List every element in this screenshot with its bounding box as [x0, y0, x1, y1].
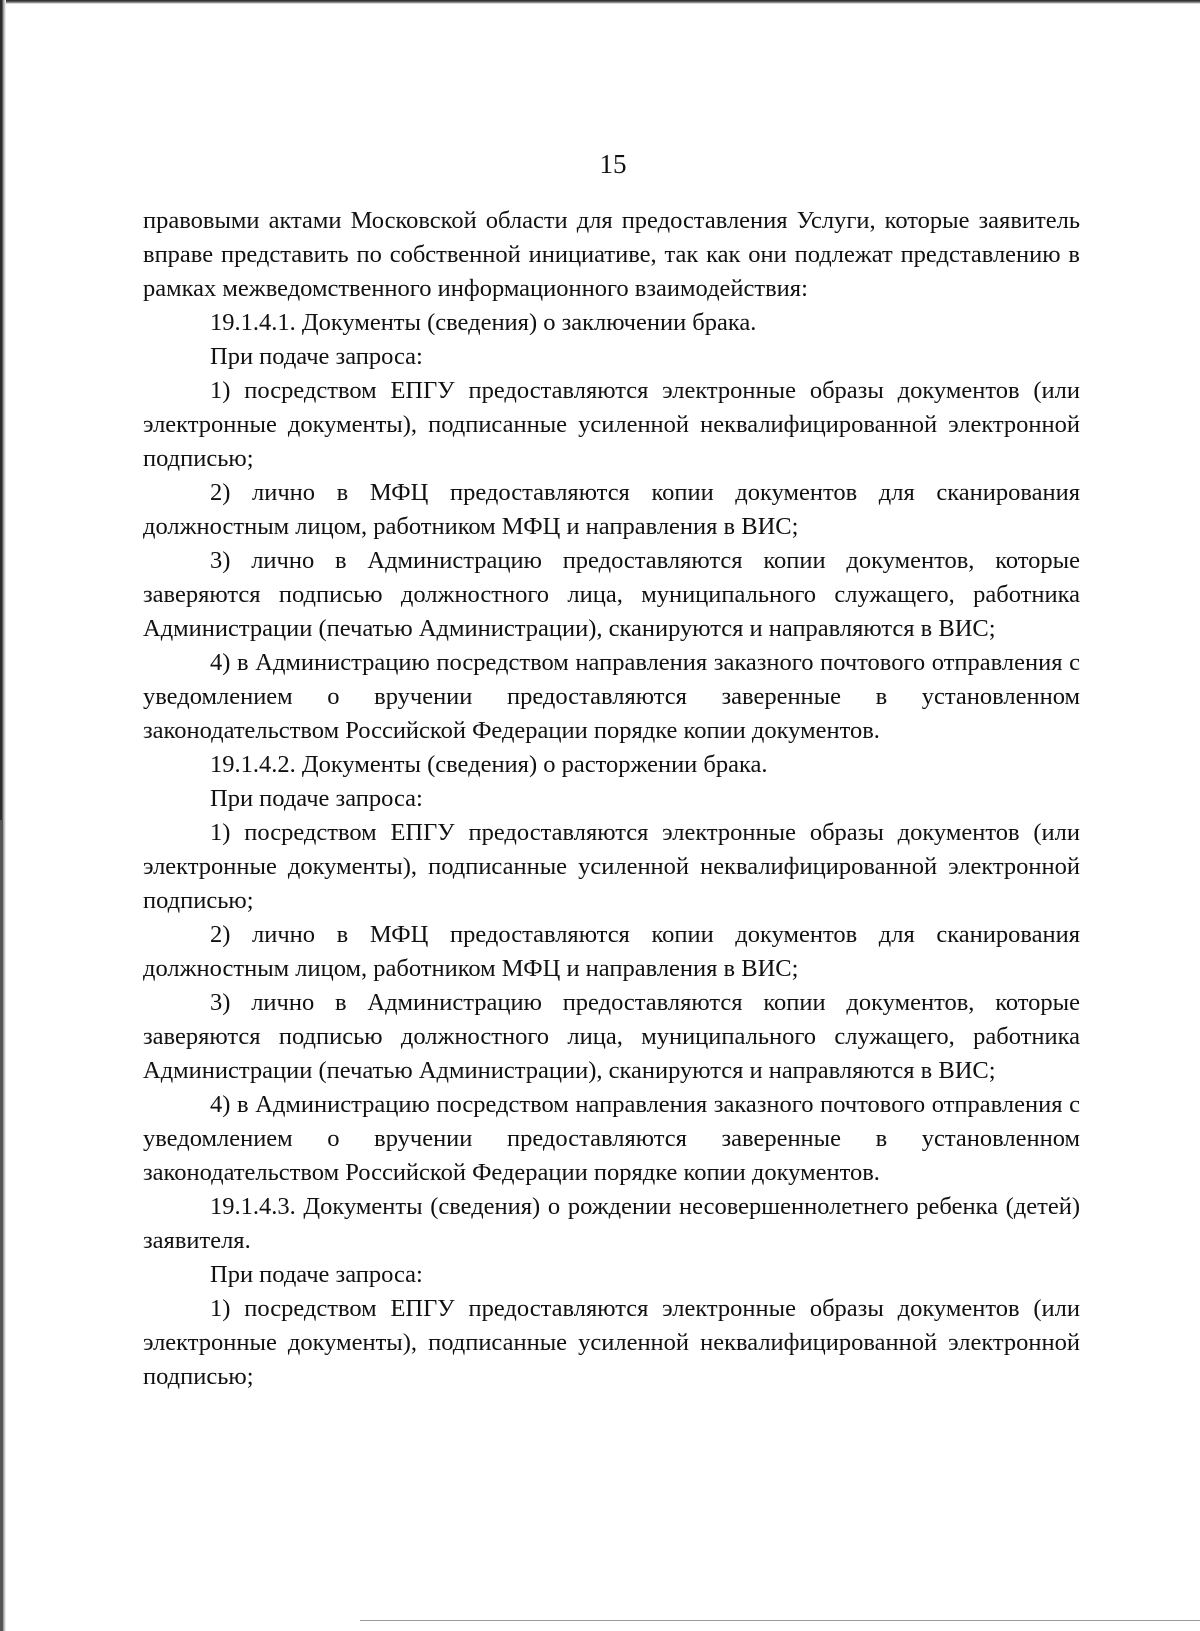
list-item: 1) посредством ЕПГУ предоставляются электронные образы документов (или электронные документы), подписанные усиленной неквалифицированной электронной подписью;: [143, 377, 1080, 472]
request-lead: При подаче запроса:: [210, 785, 423, 812]
paragraph-intro: правовыми актами Московской области для предоставления Услуги, которые заявитель вправе представить по собственной инициативе, так как они подлежат представлению в рамках межведомственного информационного взаимодействия:: [143, 207, 1080, 302]
list-item: 4) в Администрацию посредством направления заказного почтового отправления с уведомлением о вручении предоставляются заверенные в установленном законодательством Российской Федерации порядке копии документов.: [143, 1091, 1080, 1186]
list-item: 2) лично в МФЦ предоставляются копии документов для сканирования должностным лицом, работником МФЦ и направления в ВИС;: [143, 921, 1080, 982]
list-item: 1) посредством ЕПГУ предоставляются электронные образы документов (или электронные документы), подписанные усиленной неквалифицированной электронной подписью;: [143, 1295, 1080, 1390]
list-item: 2) лично в МФЦ предоставляются копии документов для сканирования должностным лицом, работником МФЦ и направления в ВИС;: [143, 479, 1080, 540]
scan-edge-left-lower: [0, 820, 3, 1631]
list-item: 1) посредством ЕПГУ предоставляются электронные образы документов (или электронные документы), подписанные усиленной неквалифицированной электронной подписью;: [143, 819, 1080, 914]
section-heading-birth: 19.1.4.3. Документы (сведения) о рождении несовершеннолетнего ребенка (детей) заявителя.: [143, 1193, 1080, 1254]
section-heading-marriage: 19.1.4.1. Документы (сведения) о заключении брака.: [210, 309, 757, 336]
request-lead: При подаче запроса:: [210, 1261, 423, 1288]
scan-edge-bottom: [360, 1620, 1200, 1621]
list-item: 4) в Администрацию посредством направления заказного почтового отправления с уведомлением о вручении предоставляются заверенные в установленном законодательством Российской Федерации порядке копии документов.: [143, 649, 1080, 744]
list-item: 3) лично в Администрацию предоставляются копии документов, которые заверяются подписью должностного лица, муниципального служащего, работника Администрации (печатью Администрации), сканируются и направляются в ВИС;: [143, 989, 1080, 1084]
section-heading-divorce: 19.1.4.2. Документы (сведения) о расторжении брака.: [210, 751, 768, 778]
list-item: 3) лично в Администрацию предоставляются копии документов, которые заверяются подписью должностного лица, муниципального служащего, работника Администрации (печатью Администрации), сканируются и направляются в ВИС;: [143, 547, 1080, 642]
page-number: 15: [599, 149, 627, 179]
request-lead: При подаче запроса:: [210, 343, 423, 370]
document-body: [143, 204, 1080, 1394]
scan-edge-top: [0, 0, 1200, 4]
